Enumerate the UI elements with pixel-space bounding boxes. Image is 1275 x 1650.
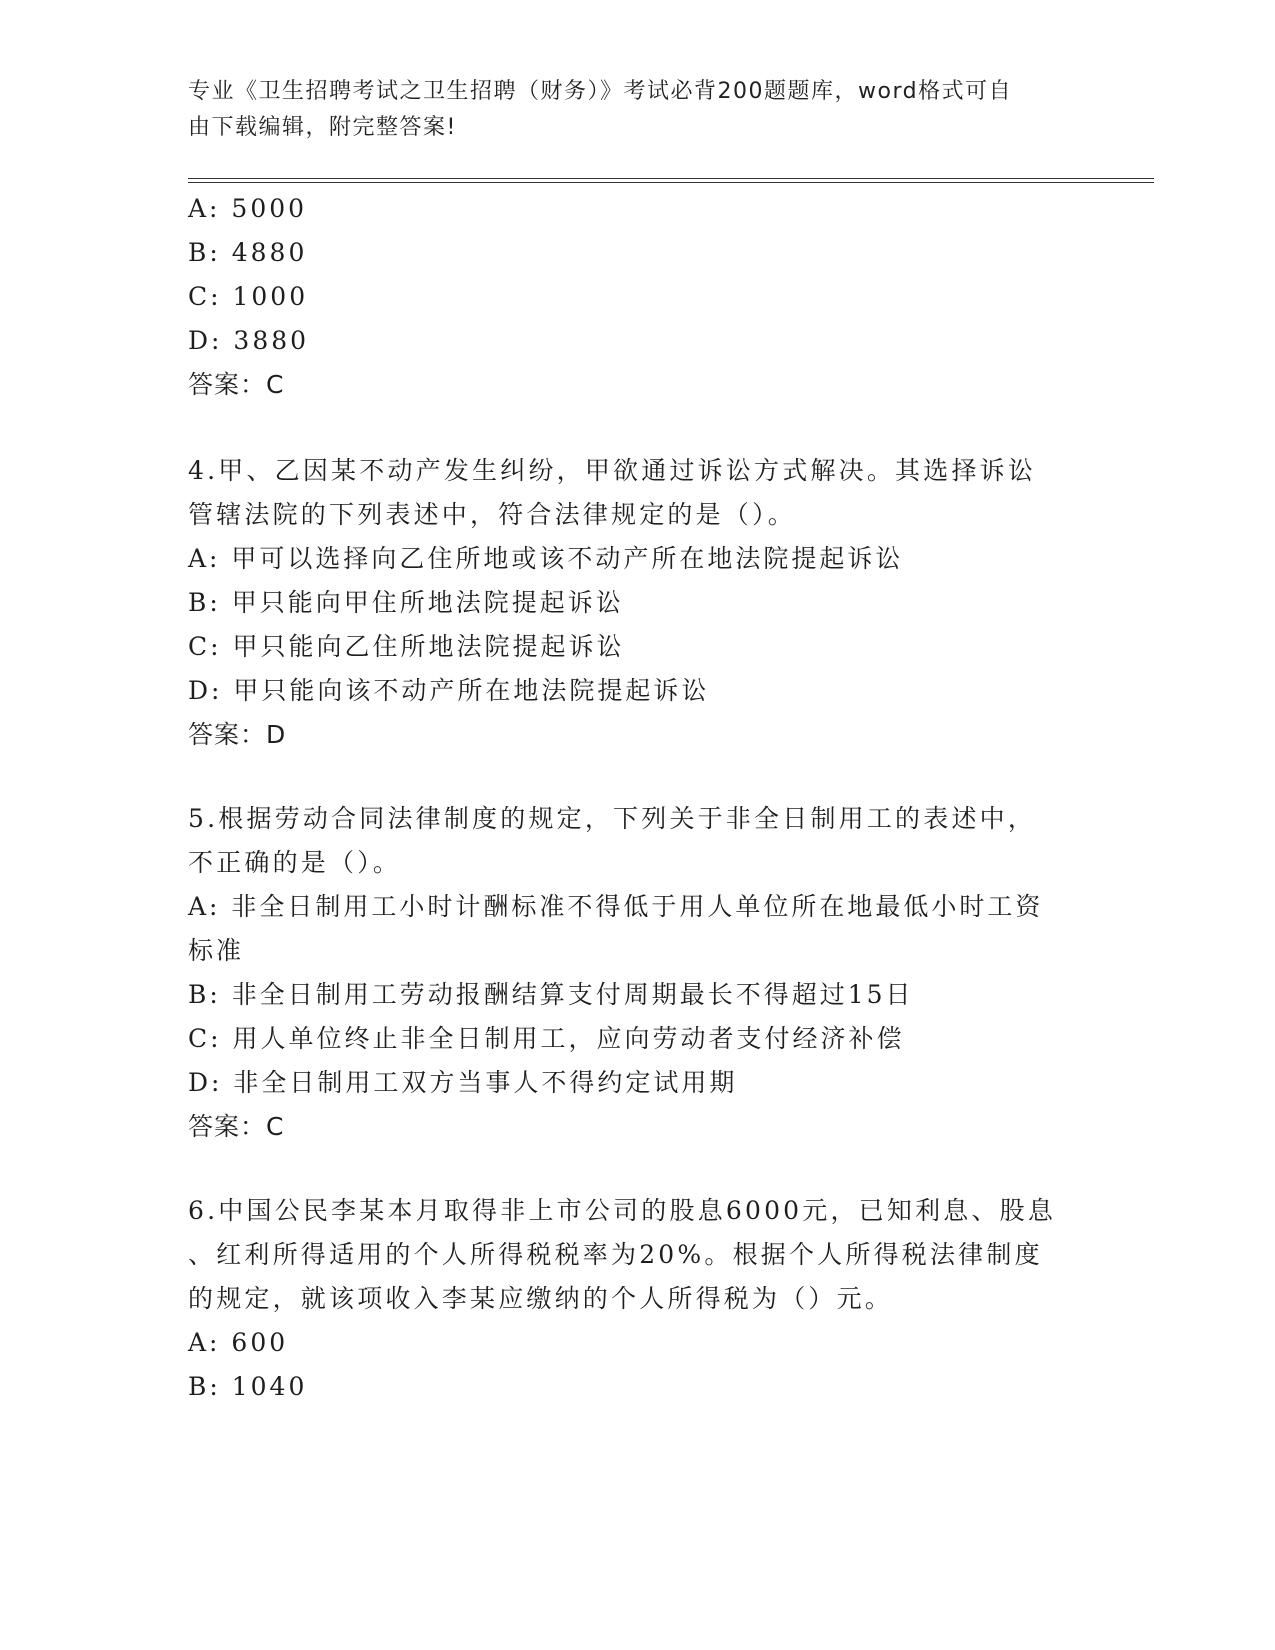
q5-stem-line-1: 5.根据劳动合同法律制度的规定，下列关于非全日制用工的表述中， (188, 804, 1037, 833)
q6-stem-line-1: 6.中国公民李某本月取得非上市公司的股息6000元，已知利息、股息 (188, 1196, 1057, 1225)
header-line-2: 由下载编辑，附完整答案! (188, 115, 457, 140)
q5-option-a-line-1: A: 非全日制用工小时计酬标准不得低于用人单位所在地最低小时工资 (188, 892, 1044, 921)
header-divider-bottom (188, 182, 1154, 183)
q3-answer: 答案：C (188, 370, 285, 399)
q6-option-a: A: 600 (188, 1328, 289, 1357)
q5-option-a-line-2: 标准 (188, 936, 245, 965)
header-line-1: 专业《卫生招聘考试之卫生招聘（财务）》考试必背200题题库，word格式可自 (188, 79, 1013, 104)
q4-option-b: B: 甲只能向甲住所地法院提起诉讼 (188, 588, 624, 617)
q3-option-b: B: 4880 (188, 238, 308, 267)
q5-option-b: B: 非全日制用工劳动报酬结算支付周期最长不得超过15日 (188, 980, 914, 1009)
q6-stem-line-2: 、红利所得适用的个人所得税税率为20%。根据个人所得税法律制度 (188, 1240, 1043, 1269)
document-header (188, 74, 1068, 146)
q3-option-a: A: 5000 (188, 194, 308, 223)
q3-option-d: D: 3880 (188, 326, 310, 355)
q5-stem-line-2: 不正确的是（）。 (188, 848, 402, 877)
q5-answer: 答案：C (188, 1112, 285, 1141)
q6-option-b: B: 1040 (188, 1372, 308, 1401)
q5-option-c: C: 用人单位终止非全日制用工，应向劳动者支付经济补偿 (188, 1024, 905, 1053)
q3-option-c: C: 1000 (188, 282, 309, 311)
q4-stem-line-1: 4.甲、乙因某不动产发生纠纷，甲欲通过诉讼方式解决。其选择诉讼 (188, 456, 1037, 485)
q4-stem-line-2: 管辖法院的下列表述中，符合法律规定的是（）。 (188, 500, 796, 529)
q6-stem-line-3: 的规定，就该项收入李某应缴纳的个人所得税为（）元。 (188, 1284, 894, 1313)
q5-option-d: D: 非全日制用工双方当事人不得约定试用期 (188, 1068, 738, 1097)
q4-option-d: D: 甲只能向该不动产所在地法院提起诉讼 (188, 676, 710, 705)
q4-option-c: C: 甲只能向乙住所地法院提起诉讼 (188, 632, 625, 661)
q4-answer: 答案：D (188, 720, 287, 749)
header-divider-top (188, 178, 1154, 179)
q4-option-a: A: 甲可以选择向乙住所地或该不动产所在地法院提起诉讼 (188, 544, 904, 573)
